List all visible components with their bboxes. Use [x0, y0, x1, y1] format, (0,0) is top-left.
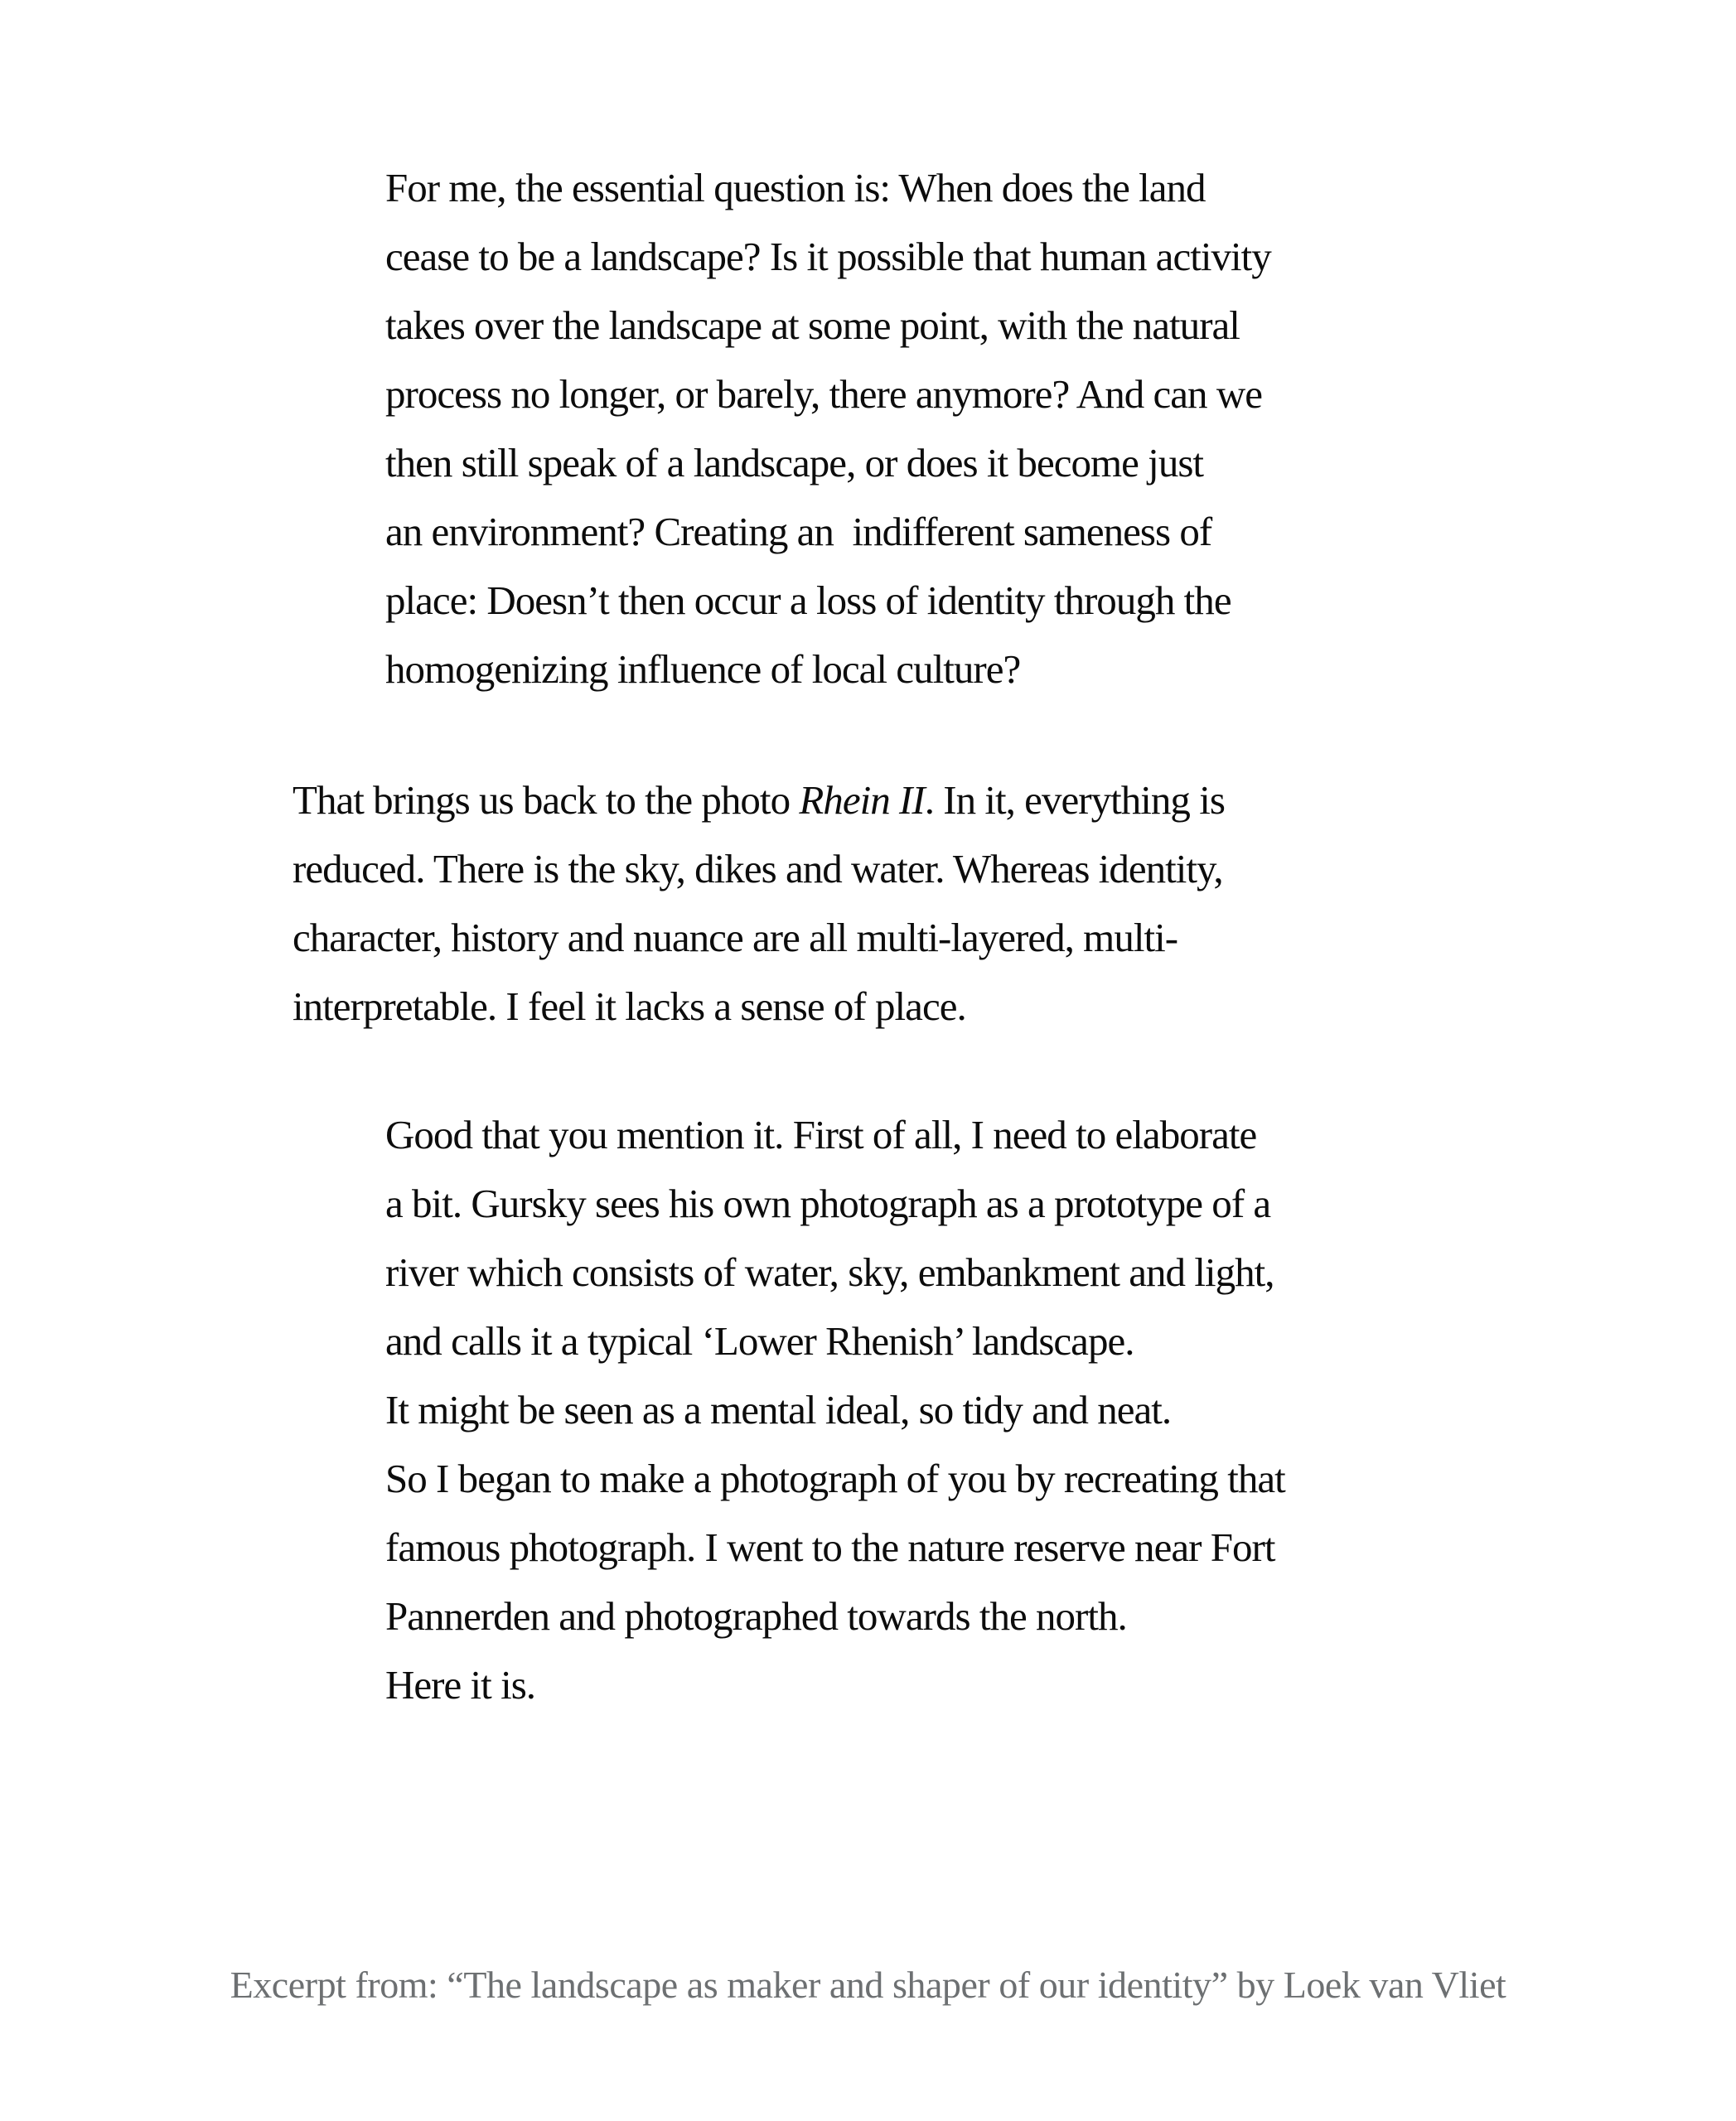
text-line: then still speak of a landscape, or does it become just: [385, 440, 1204, 486]
text-line: takes over the landscape at some point, with the natural: [385, 302, 1240, 348]
text-line: For me, the essential question is: When does the land: [385, 165, 1206, 210]
paragraph-response: [293, 766, 1225, 1041]
text-line: homogenizing influence of local culture?: [385, 646, 1021, 692]
text-line: interpretable. I feel it lacks a sense of place.: [293, 983, 966, 1029]
text-line: an environment? Creating an indifferent sameness of: [385, 509, 1212, 554]
text-line: place: Doesn’t then occur a loss of identity through the: [385, 577, 1231, 623]
paragraph-indented-question: [385, 153, 1271, 703]
text-line: and calls it a typical ‘Lower Rhenish’ landscape.: [385, 1318, 1134, 1364]
text-line: river which consists of water, sky, embankment and light,: [385, 1249, 1274, 1295]
text-line: So I began to make a photograph of you by recreating that: [385, 1456, 1285, 1501]
text-line: Good that you mention it. First of all, I need to elaborate: [385, 1112, 1257, 1157]
text-line: process no longer, or barely, there anymore? And can we: [385, 371, 1263, 417]
text-line: Here it is.: [385, 1662, 536, 1708]
photo-title-rhein-ii: Rhein II: [799, 777, 925, 823]
text-line: It might be seen as a mental ideal, so tidy and neat.: [385, 1387, 1172, 1433]
text-segment: . In it, everything is: [924, 777, 1225, 823]
text-line: a bit. Gursky sees his own photograph as a prototype of a: [385, 1181, 1271, 1226]
text-line: character, history and nuance are all multi-layered, multi-: [293, 915, 1178, 960]
text-line: Pannerden and photographed towards the north.: [385, 1593, 1127, 1639]
paragraph-indented-answer: [385, 1100, 1285, 1719]
footer-credit: Excerpt from: “The landscape as maker and shaper of our identity” by Loek van Vliet: [230, 1964, 1506, 2006]
text-line: cease to be a landscape? Is it possible that human activity: [385, 234, 1271, 279]
text-segment: That brings us back to the photo: [293, 777, 800, 823]
text-line: reduced. There is the sky, dikes and water. Whereas identity,: [293, 846, 1223, 891]
text-line: [293, 766, 1225, 834]
text-line: famous photograph. I went to the nature reserve near Fort: [385, 1524, 1275, 1570]
